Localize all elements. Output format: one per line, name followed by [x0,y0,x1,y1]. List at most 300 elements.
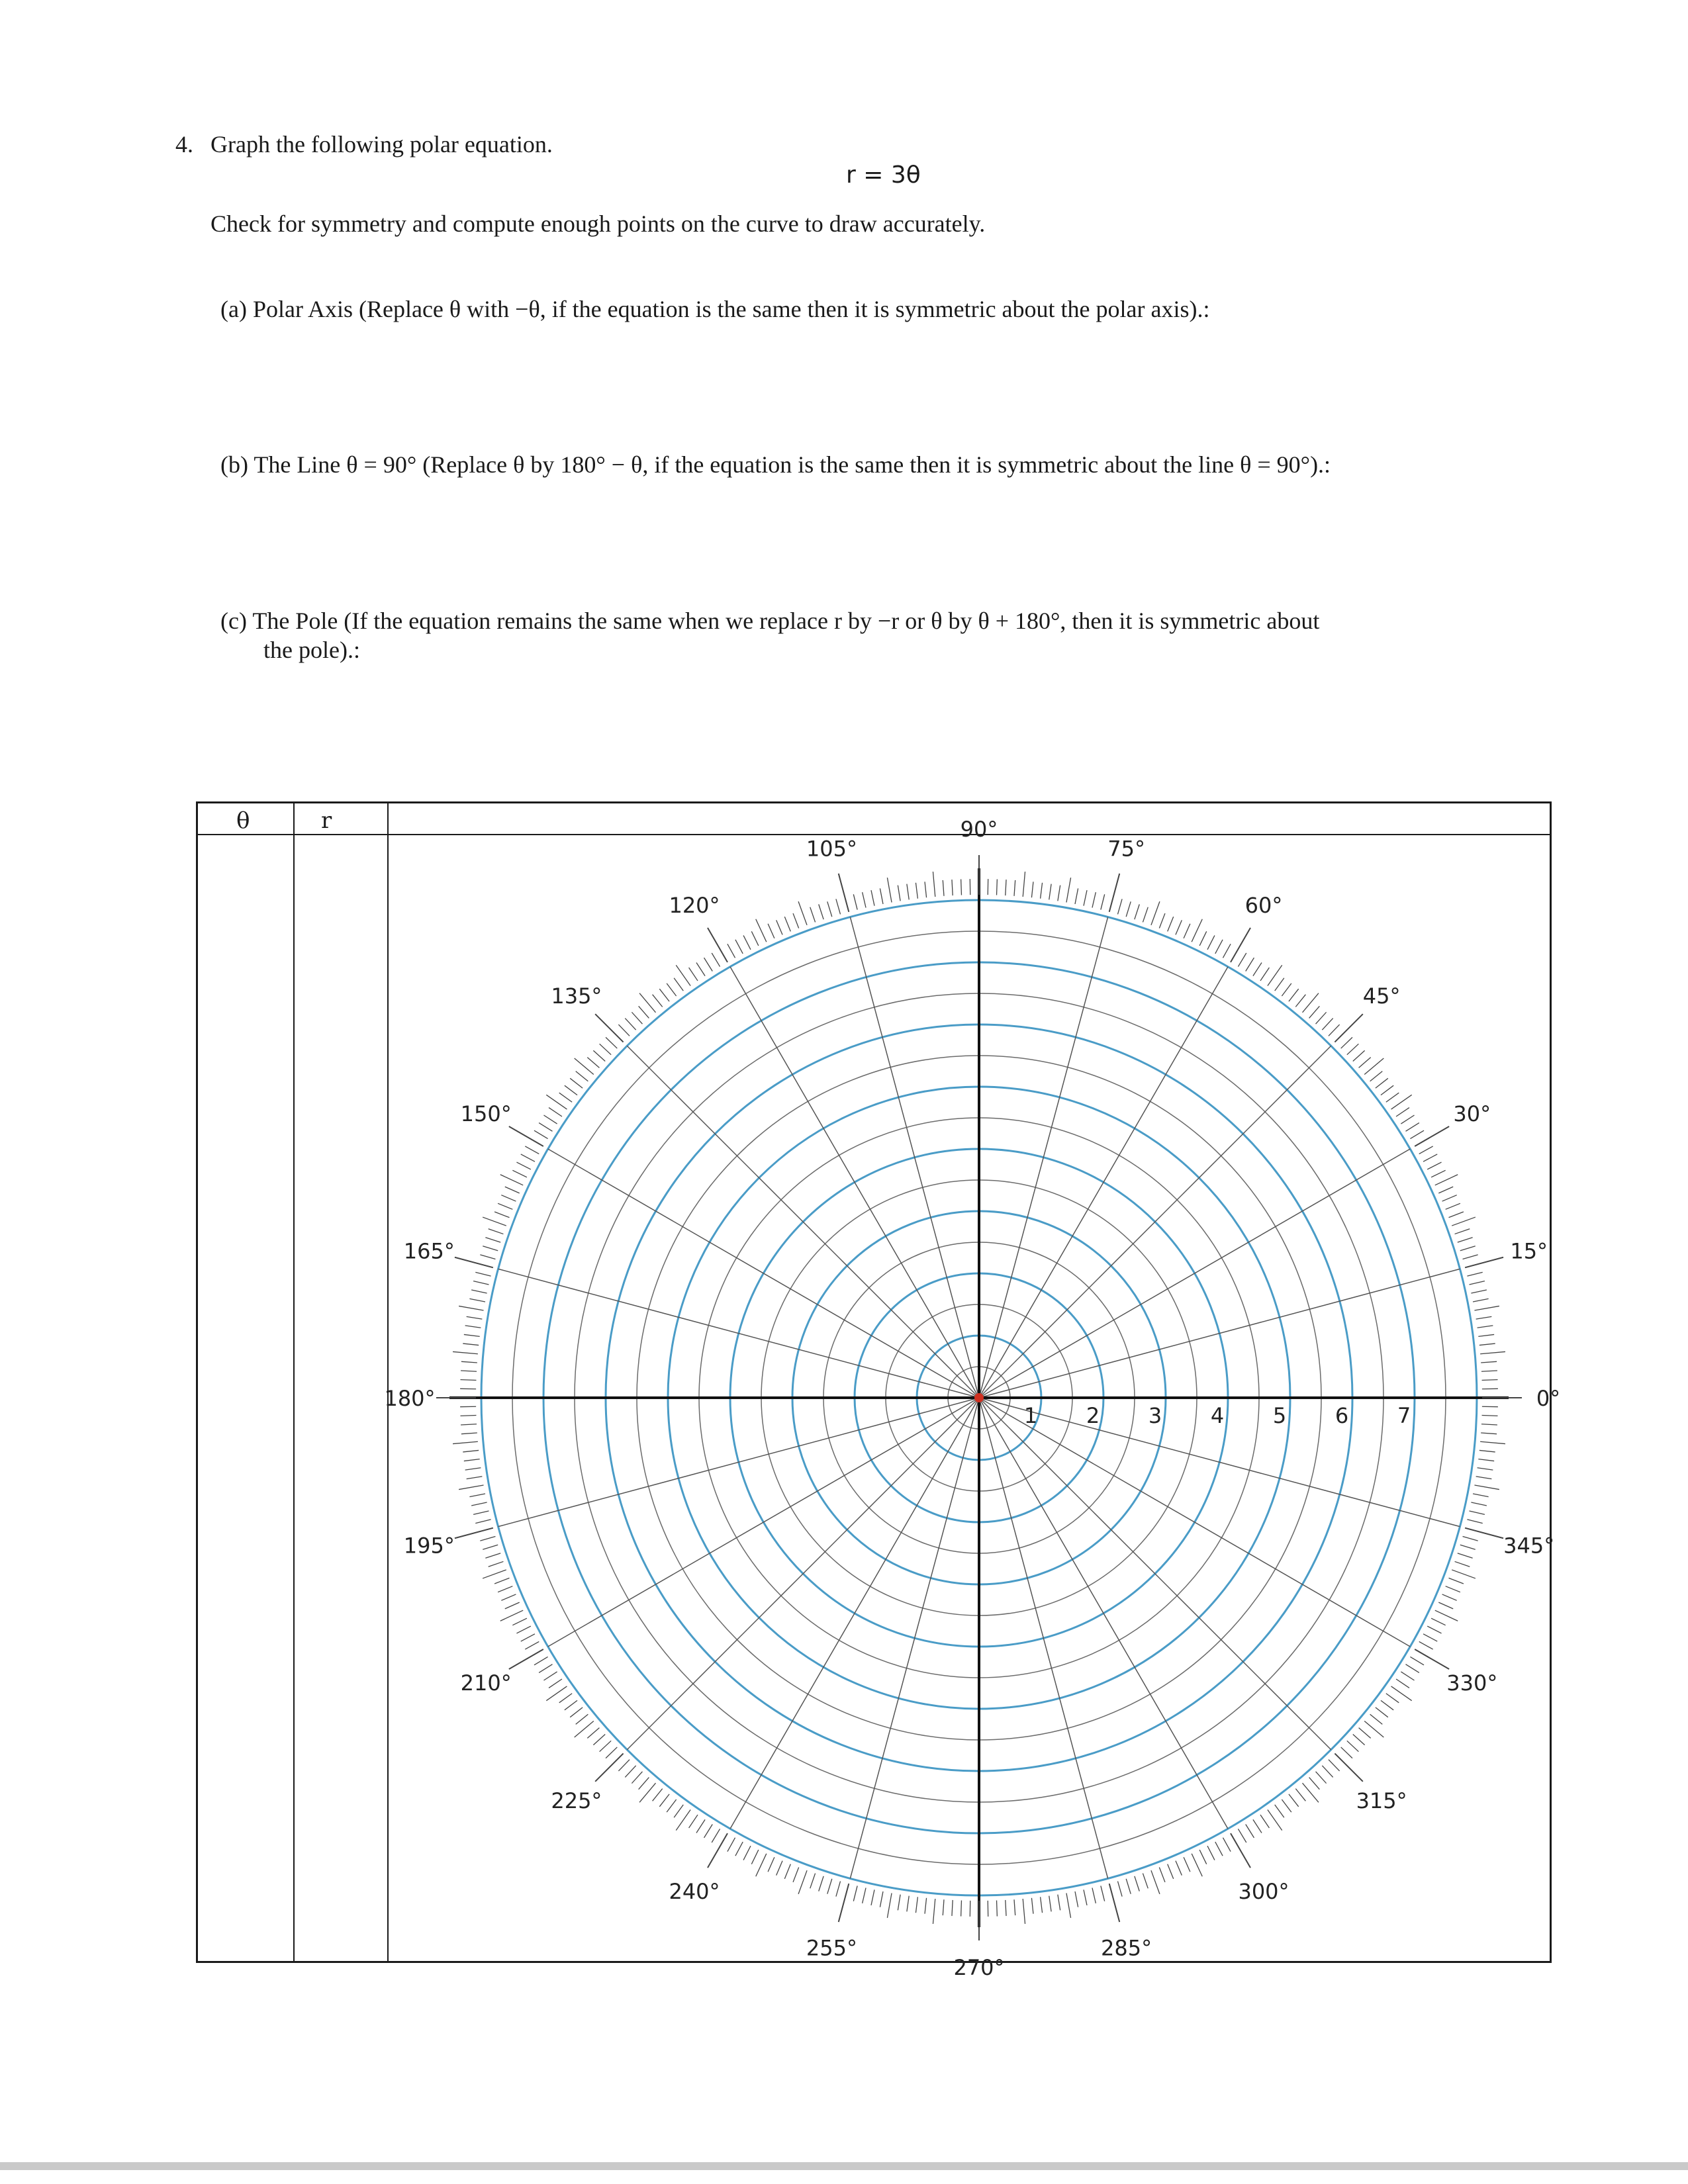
degree-tick [952,880,953,895]
degree-tick [1359,1728,1371,1739]
degree-tick [1465,1528,1503,1539]
degree-tick [1309,1778,1320,1790]
degree-tick [1341,1747,1352,1758]
degree-tick [1446,1203,1460,1209]
degree-tick [839,1884,849,1922]
degree-tick [494,1578,509,1584]
degree-tick [525,1146,539,1154]
degree-tick [1109,874,1120,912]
degree-tick [1479,1450,1495,1452]
degree-tick [500,1175,523,1185]
degree-tick [453,1351,478,1353]
angle-label: 30° [1453,1101,1491,1126]
degree-tick [1075,888,1078,904]
theta-column-header: θ [236,807,250,834]
degree-tick [735,940,743,954]
degree-tick [1480,1441,1505,1443]
degree-tick [1289,989,1299,1001]
degree-tick [1143,907,1148,923]
degree-tick [461,1433,477,1434]
degree-tick [485,1553,500,1558]
angle-label: 270° [953,1955,1005,1980]
degree-tick [1479,1343,1495,1345]
degree-tick [1066,1893,1071,1917]
degree-tick [784,1864,790,1879]
angle-spoke [850,917,979,1398]
degree-tick [961,1901,962,1917]
question-prompt: Graph the following polar equation. [211,131,553,158]
degree-tick [1151,901,1160,925]
degree-tick [1474,1306,1499,1310]
degree-tick [727,944,735,958]
angle-label: 210° [460,1670,512,1696]
instructions: Check for symmetry and compute enough points on the curve to draw accurately. [211,210,986,237]
degree-tick [1014,1899,1015,1915]
degree-tick [735,1842,743,1856]
degree-tick [1031,882,1033,897]
degree-tick [595,1014,623,1042]
degree-tick [1415,1126,1449,1146]
degree-tick [659,1794,669,1807]
polar-grid[interactable] [384,817,1561,1980]
angle-label: 90° [960,817,998,842]
degree-tick [887,878,892,902]
angle-spoke [850,1398,979,1878]
degree-tick [1391,1686,1412,1701]
degree-tick [1092,892,1096,907]
degree-tick [1481,1424,1497,1425]
degree-tick [1289,1794,1299,1807]
degree-tick [751,931,759,946]
part-b-text: The Line θ = 90° (Replace θ by 180° − θ, if the equation is the same then it is symmetric about the line θ = 90°).: [254,451,1331,478]
degree-tick [1260,1815,1269,1828]
degree-tick [1084,890,1087,905]
part-a [220,295,1209,324]
degree-tick [1431,1170,1446,1177]
degree-tick [907,1896,909,1912]
degree-tick [1353,1735,1365,1745]
degree-tick [1401,1672,1414,1680]
degree-tick [1452,1570,1476,1578]
degree-tick [1427,1162,1441,1169]
degree-tick [1246,958,1254,971]
degree-tick [839,874,849,912]
angle-spoke [979,1398,1108,1878]
degree-tick [1101,1886,1105,1901]
degree-tick [1309,1006,1320,1018]
degree-tick [1223,1838,1231,1852]
degree-tick [521,1154,535,1161]
degree-tick [500,1610,523,1621]
degree-tick [667,1799,676,1812]
degree-tick [1406,1664,1419,1673]
degree-tick [498,1586,512,1592]
degree-tick [570,1078,583,1088]
degree-tick [943,880,944,896]
degree-tick [1246,1825,1254,1838]
degree-tick [1359,1058,1371,1068]
degree-tick [1465,1257,1503,1268]
degree-tick [587,1728,599,1739]
degree-tick [1391,1095,1412,1109]
question-number: 4. [175,131,193,158]
degree-tick [559,1093,572,1102]
degree-tick [1458,1238,1473,1242]
degree-tick [793,1868,799,1882]
degree-tick [871,1889,874,1905]
degree-tick [483,1545,498,1549]
degree-tick [727,1838,735,1852]
angle-label: 330° [1446,1670,1498,1696]
degree-tick [471,1502,487,1506]
degree-tick [1460,1246,1476,1251]
degree-tick [1159,1868,1165,1882]
radius-label: 7 [1397,1403,1411,1428]
degree-tick [997,879,998,895]
r-column-header: r [321,807,332,834]
angle-spoke [627,1398,979,1750]
degree-tick [565,1700,577,1709]
degree-tick [606,1037,617,1048]
degree-tick [625,1019,635,1030]
degree-tick [1223,944,1231,958]
part-b-label: (b) [220,451,248,478]
degree-tick [674,1805,683,1817]
angle-label: 105° [806,836,857,862]
degree-tick [459,1306,483,1310]
radius-label: 3 [1148,1403,1162,1428]
degree-tick [1168,917,1174,931]
degree-tick [863,892,866,907]
angle-spoke [979,1398,1331,1750]
degree-tick [1353,1050,1365,1061]
degree-tick [793,913,799,928]
degree-tick [632,1772,642,1784]
degree-tick [467,1477,483,1479]
degree-tick [471,1290,487,1293]
degree-tick [1480,1351,1505,1353]
degree-tick [819,1876,823,1891]
degree-tick [1199,931,1207,946]
part-c-text-continued: the pole).: [263,637,360,663]
angle-spoke [498,1269,979,1398]
degree-tick [1075,1891,1078,1907]
degree-tick [1238,953,1246,967]
degree-tick [1329,1024,1340,1036]
degree-tick [907,884,909,900]
degree-tick [1423,1634,1437,1641]
degree-tick [880,888,883,904]
degree-tick [501,1594,516,1600]
degree-tick [776,920,782,934]
degree-tick [483,1246,498,1251]
degree-tick [1151,1870,1160,1894]
degree-tick [1401,1115,1414,1124]
degree-tick [653,1789,663,1801]
angle-spoke [548,1149,979,1398]
degree-tick [704,958,713,971]
degree-tick [1207,935,1215,949]
degree-tick [576,1714,588,1724]
angle-label: 0° [1536,1386,1561,1411]
degree-tick [595,1753,623,1781]
degree-tick [606,1747,617,1758]
degree-tick [915,1897,917,1913]
degree-tick [1449,1578,1464,1584]
degree-tick [836,899,841,914]
degree-tick [455,1257,493,1268]
degree-tick [546,1095,567,1109]
degree-tick [639,1778,649,1790]
radius-label: 1 [1023,1403,1038,1428]
angle-spoke [548,1398,979,1647]
degree-tick [1126,1879,1131,1894]
degree-tick [1159,913,1165,928]
degree-tick [1419,1641,1433,1649]
degree-tick [943,1899,944,1915]
degree-tick [1446,1586,1460,1592]
degree-tick [1231,1833,1250,1868]
pole-point [974,1393,984,1402]
degree-tick [1438,1187,1453,1193]
degree-tick [1467,1272,1482,1276]
degree-tick [463,1343,479,1345]
degree-tick [853,1886,857,1901]
degree-tick [1463,1536,1478,1541]
degree-tick [676,1810,690,1831]
degree-tick [1481,1433,1497,1434]
degree-tick [473,1511,489,1514]
degree-tick [461,1424,477,1425]
degree-tick [1435,1610,1458,1621]
angle-spoke [979,1269,1460,1398]
degree-tick [1477,1468,1493,1470]
degree-tick [1473,1494,1489,1497]
degree-tick [618,1024,630,1036]
degree-tick [1316,1012,1327,1024]
degree-tick [871,890,874,905]
angle-label: 345° [1503,1533,1555,1559]
degree-tick [480,1255,495,1259]
degree-tick [1376,1078,1388,1088]
degree-tick [625,1766,635,1778]
angle-label: 315° [1356,1788,1407,1814]
degree-tick [819,904,823,919]
degree-tick [1143,1874,1148,1889]
degree-tick [1092,1888,1096,1903]
angle-spoke [979,1398,1228,1829]
degree-tick [1176,920,1182,934]
degree-tick [1176,1861,1182,1876]
degree-tick [546,1686,567,1701]
degree-tick [880,1891,883,1907]
degree-tick [1058,1895,1060,1911]
degree-tick [696,962,705,976]
angle-label: 120° [669,893,720,919]
degree-tick [751,1850,759,1864]
degree-tick [1449,1212,1464,1218]
degree-tick [516,1626,530,1633]
degree-tick [1041,883,1043,899]
degree-tick [1481,1361,1497,1363]
degree-tick [463,1450,479,1452]
degree-tick [1135,1876,1139,1891]
angle-label: 135° [551,983,602,1009]
part-a-label: (a) [220,296,247,322]
degree-tick [1478,1459,1494,1461]
degree-tick [1184,1857,1190,1872]
degree-tick [1442,1594,1457,1600]
degree-tick [1406,1123,1419,1132]
degree-tick [1458,1553,1473,1558]
degree-tick [1427,1626,1441,1633]
degree-tick [509,1649,543,1669]
degree-tick [1455,1561,1470,1567]
degree-tick [1470,1281,1485,1285]
degree-tick [952,1900,953,1916]
degree-tick [1322,1019,1333,1030]
degree-tick [453,1441,478,1443]
degree-tick [543,1672,557,1680]
degree-tick [565,1085,577,1095]
degree-tick [1231,928,1250,962]
degree-tick [1023,1899,1025,1924]
degree-tick [1476,1477,1492,1479]
degree-tick [1238,1829,1246,1843]
degree-tick [1463,1255,1478,1259]
degree-tick [534,1130,548,1138]
degree-tick [689,968,698,981]
degree-tick [559,1694,572,1703]
angle-label: 15° [1510,1238,1548,1264]
degree-tick [1386,1694,1399,1703]
degree-tick [505,1187,520,1193]
degree-tick [1396,1679,1409,1688]
degree-tick [925,882,927,897]
angle-label: 180° [384,1386,436,1411]
degree-tick [639,1006,649,1018]
radius-label: 6 [1335,1403,1349,1428]
radius-label: 5 [1272,1403,1287,1428]
degree-tick [1423,1154,1437,1161]
degree-tick [1467,1520,1482,1524]
part-b [220,450,1331,479]
angle-label: 285° [1101,1935,1152,1961]
angle-spoke [730,967,979,1398]
degree-tick [632,1012,642,1024]
degree-tick [810,907,816,923]
degree-tick [653,995,663,1007]
degree-tick [1329,1760,1340,1771]
degree-tick [593,1050,605,1061]
degree-tick [756,919,767,942]
degree-tick [600,1044,612,1054]
part-c-text: The Pole (If the equation remains the same when we replace r by −r or θ by θ + 180°, then it is symmetric about [252,608,1320,634]
angle-label: 255° [806,1935,857,1961]
degree-tick [1014,880,1015,896]
degree-tick [1282,1799,1291,1812]
scan-edge [0,2162,1688,2170]
degree-tick [1184,924,1190,938]
degree-tick [708,1833,727,1868]
degree-tick [576,1071,588,1081]
degree-tick [961,879,962,895]
degree-tick [475,1272,491,1276]
degree-tick [1109,1884,1120,1922]
degree-tick [465,1326,481,1328]
degree-tick [512,1170,527,1177]
degree-tick [461,1361,477,1363]
degree-tick [539,1664,552,1673]
degree-tick [1410,1657,1424,1664]
degree-tick [1049,1896,1051,1912]
degree-tick [1435,1175,1458,1185]
degree-tick [1322,1766,1333,1778]
degree-tick [1482,1380,1498,1381]
degree-tick [485,1238,500,1242]
degree-tick [543,1115,557,1124]
degree-tick [1460,1545,1476,1549]
degree-tick [887,1893,892,1917]
degree-tick [915,883,917,899]
degree-tick [1101,894,1105,909]
angle-label: 150° [460,1101,512,1126]
degree-tick [1192,919,1202,942]
column-divider [293,803,295,1961]
degree-tick [1452,1217,1476,1226]
degree-tick [1442,1195,1457,1201]
degree-tick [798,1870,807,1894]
degree-tick [464,1334,480,1336]
degree-tick [1415,1649,1449,1669]
degree-tick [1199,1850,1207,1864]
degree-tick [1253,962,1262,976]
angle-label: 45° [1362,983,1401,1009]
degree-tick [1117,1882,1122,1897]
degree-tick [768,1857,774,1872]
angle-spoke [730,1398,979,1829]
degree-tick [863,1888,866,1903]
degree-tick [798,901,807,925]
degree-tick [489,1229,504,1234]
degree-tick [509,1126,543,1146]
degree-tick [933,872,935,897]
degree-tick [1041,1897,1043,1913]
angle-label: 75° [1107,836,1145,862]
degree-tick [1117,899,1122,914]
angle-label: 240° [669,1878,720,1904]
degree-tick [1335,1014,1362,1042]
degree-tick [600,1741,612,1751]
angle-label: 60° [1244,893,1283,919]
degree-tick [696,1819,705,1833]
degree-tick [512,1618,527,1625]
degree-tick [570,1707,583,1717]
angle-label: 195° [403,1533,455,1559]
degree-tick [676,965,690,985]
degree-tick [469,1494,485,1497]
degree-tick [1282,983,1291,996]
radius-label: 4 [1210,1403,1225,1428]
angle-spoke [979,917,1108,1398]
degree-tick [1438,1602,1453,1609]
degree-tick [455,1528,493,1539]
polar-equation: r = 3θ [846,161,921,189]
degree-tick [1316,1772,1327,1784]
degree-tick [1431,1618,1446,1625]
degree-tick [689,1815,698,1828]
degree-tick [618,1760,630,1771]
